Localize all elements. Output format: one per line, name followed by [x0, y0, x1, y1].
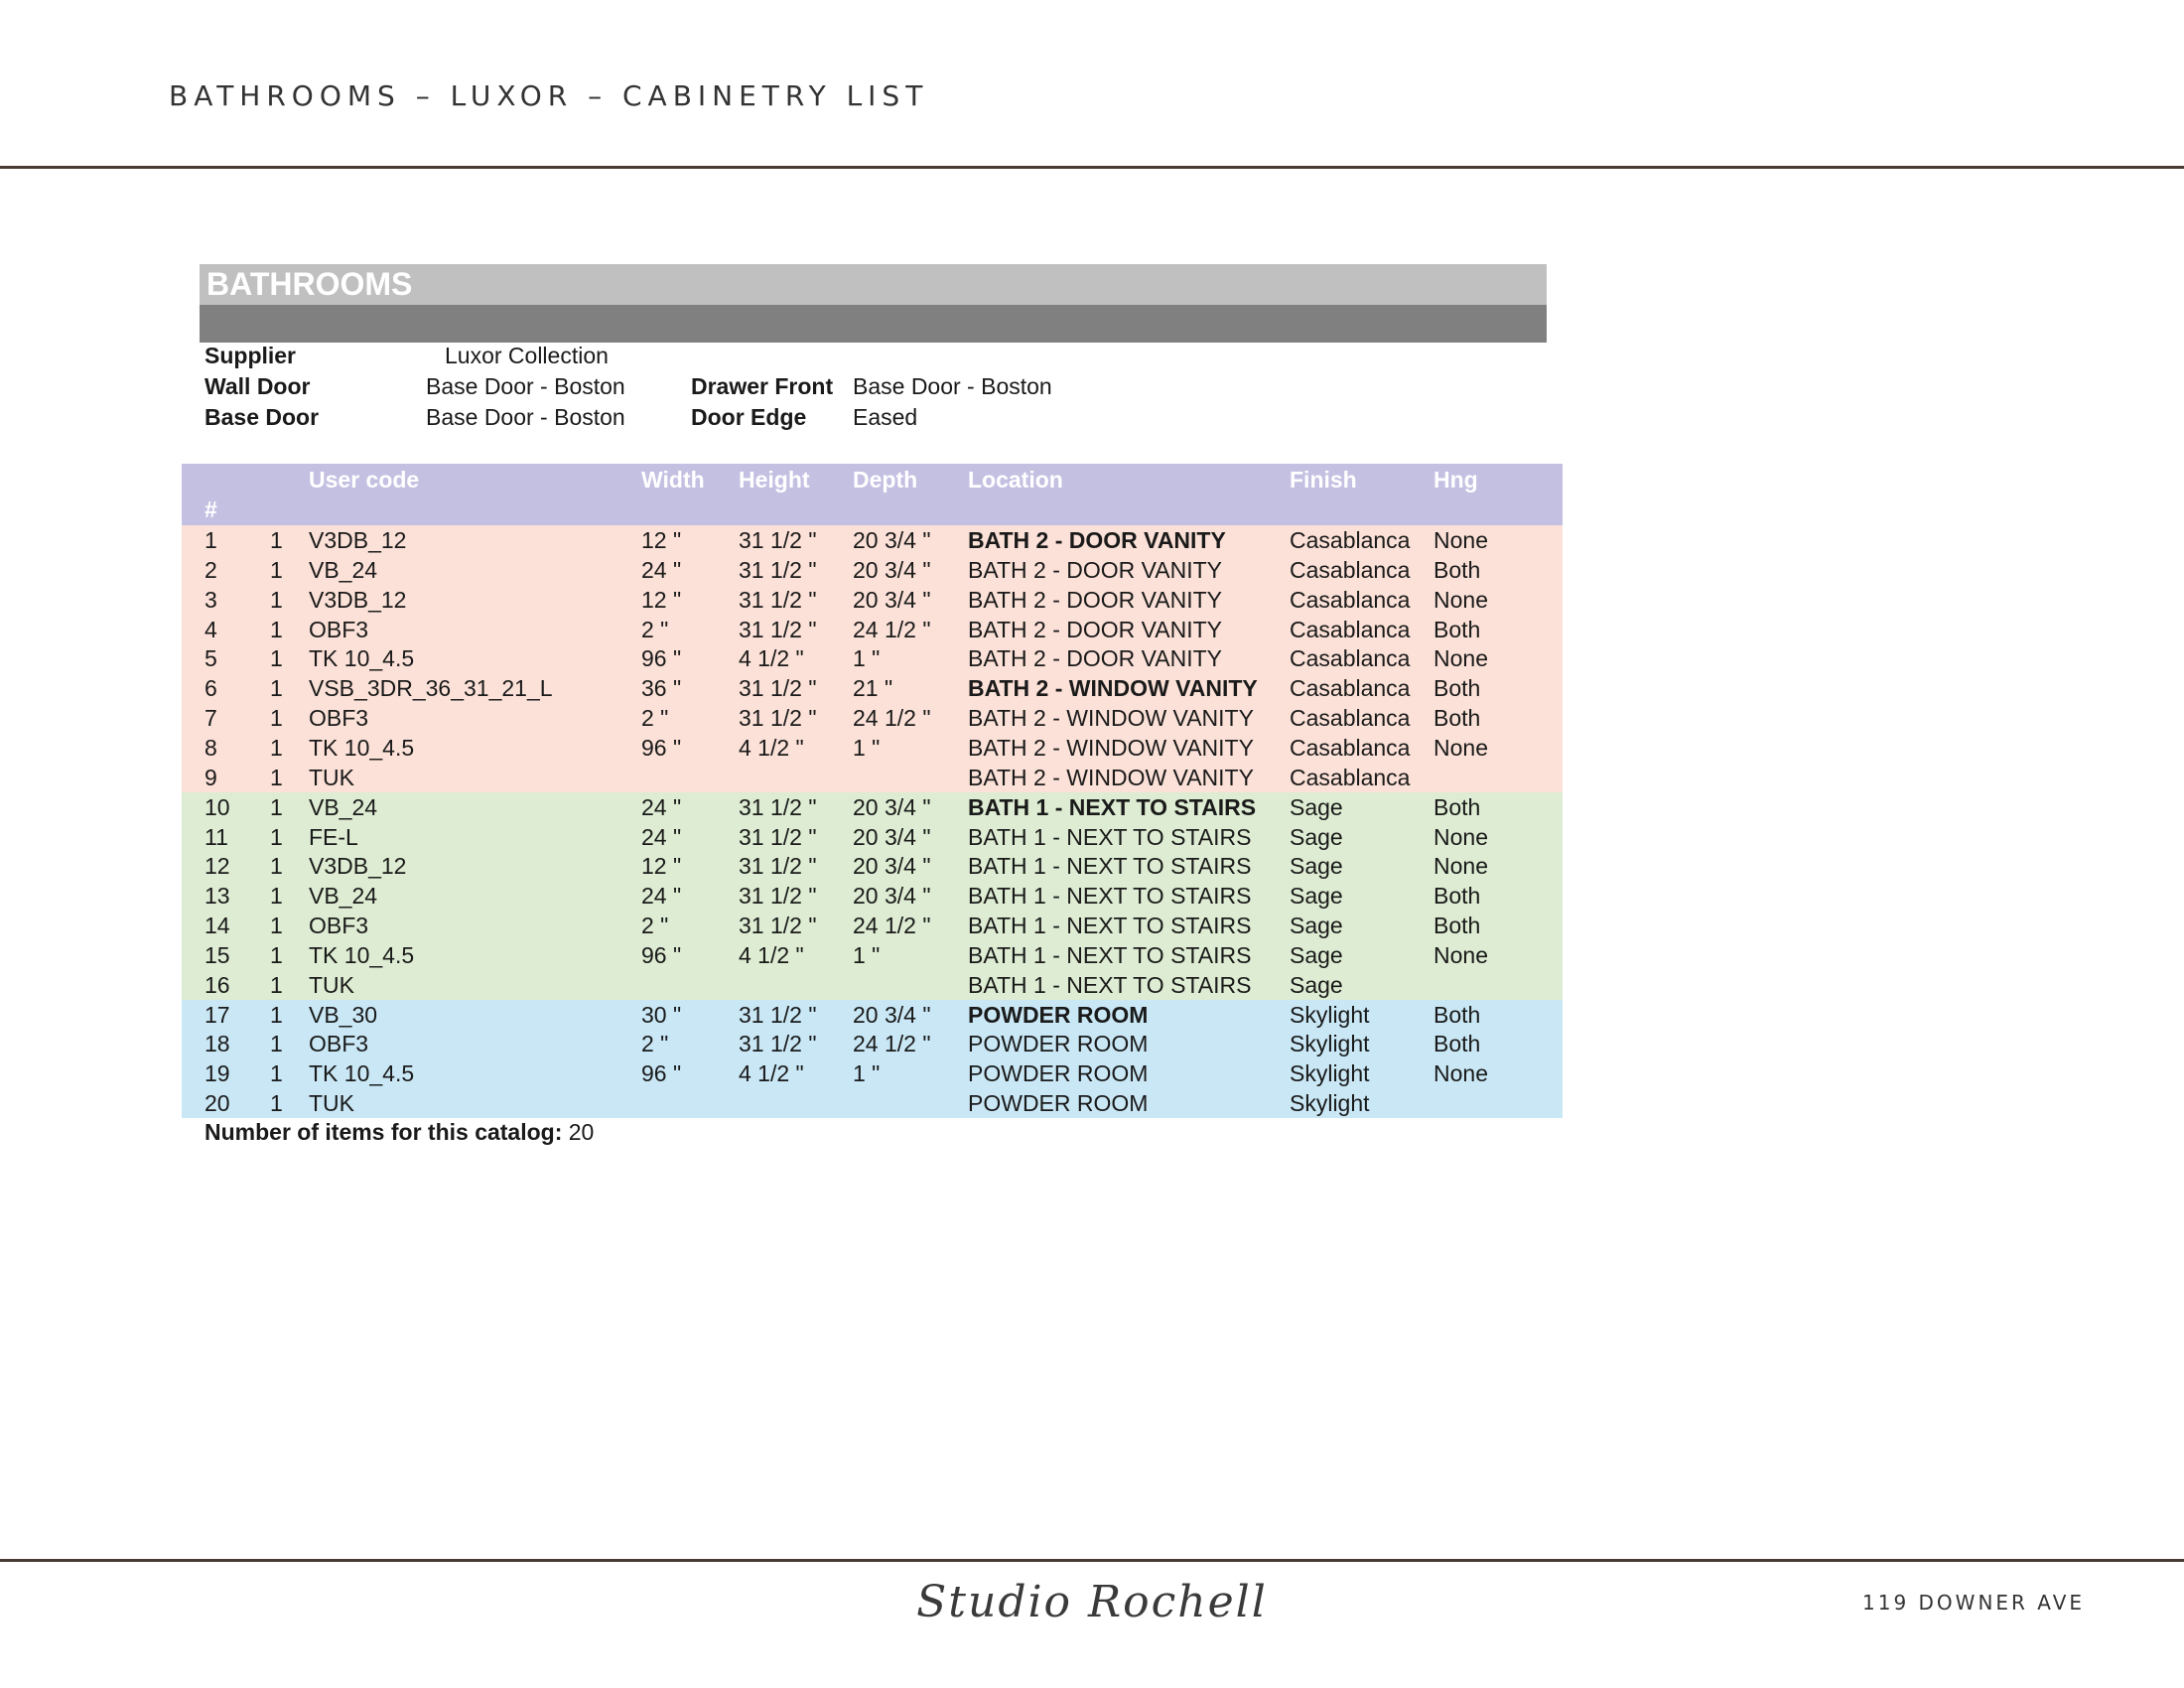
- drawer-front-value: Base Door - Boston: [853, 373, 1052, 399]
- cell-location: POWDER ROOM: [968, 1001, 1149, 1028]
- cell-location: BATH 2 - DOOR VANITY: [968, 645, 1223, 672]
- supplier-value: Luxor Collection: [445, 343, 609, 368]
- cell-location: BATH 1 - NEXT TO STAIRS: [968, 971, 1252, 998]
- cell-quantity: 1: [270, 645, 283, 672]
- cell-depth: 20 3/4 ": [853, 556, 931, 583]
- cell-finish: Casablanca: [1290, 705, 1411, 732]
- cell-depth: 24 1/2 ": [853, 913, 931, 939]
- footer-address: 119 DOWNER AVE: [1862, 1591, 2086, 1615]
- cell-location: BATH 2 - WINDOW VANITY: [968, 675, 1258, 702]
- cell-location: POWDER ROOM: [968, 1060, 1149, 1087]
- cell-number: 15: [205, 941, 230, 968]
- cell-user-code: TUK: [309, 764, 354, 790]
- item-count-summary: [205, 1119, 594, 1146]
- cell-hinge: None: [1433, 586, 1488, 613]
- table-row: [182, 643, 1563, 673]
- cell-depth: 21 ": [853, 675, 893, 702]
- cell-quantity: 1: [270, 1001, 283, 1028]
- cell-finish: Casablanca: [1290, 764, 1411, 790]
- table-row: [182, 1029, 1563, 1058]
- cell-finish: Sage: [1290, 941, 1343, 968]
- table-row: [182, 1058, 1563, 1088]
- cell-hinge: Both: [1433, 1031, 1481, 1057]
- cell-location: BATH 1 - NEXT TO STAIRS: [968, 823, 1252, 850]
- cell-location: BATH 2 - DOOR VANITY: [968, 527, 1226, 553]
- cell-finish: Sage: [1290, 883, 1343, 910]
- cell-user-code: VSB_3DR_36_31_21_L: [309, 675, 553, 702]
- cell-quantity: 1: [270, 913, 283, 939]
- cell-number: 16: [205, 971, 230, 998]
- cell-hinge: None: [1433, 645, 1488, 672]
- column-header-width: Width: [641, 467, 705, 492]
- cell-quantity: 1: [270, 971, 283, 998]
- cell-location: BATH 1 - NEXT TO STAIRS: [968, 941, 1252, 968]
- cell-number: 7: [205, 705, 217, 732]
- cell-user-code: TK 10_4.5: [309, 645, 415, 672]
- cell-finish: Sage: [1290, 793, 1343, 820]
- cell-height: 31 1/2 ": [739, 853, 817, 880]
- cell-location: BATH 1 - NEXT TO STAIRS: [968, 793, 1257, 820]
- cell-quantity: 1: [270, 941, 283, 968]
- wall-door-value: Base Door - Boston: [426, 373, 625, 399]
- cell-quantity: 1: [270, 616, 283, 642]
- cell-height: 31 1/2 ": [739, 616, 817, 642]
- cell-width: 96 ": [641, 734, 682, 761]
- cell-quantity: 1: [270, 527, 283, 553]
- column-header-height: Height: [739, 467, 810, 492]
- table-row: [182, 970, 1563, 1000]
- cell-depth: 1 ": [853, 1060, 881, 1087]
- cell-depth: 20 3/4 ": [853, 793, 931, 820]
- cell-location: POWDER ROOM: [968, 1090, 1149, 1117]
- cell-user-code: TUK: [309, 971, 354, 998]
- cell-quantity: 1: [270, 1060, 283, 1087]
- cell-depth: 1 ": [853, 645, 881, 672]
- cell-width: 24 ": [641, 823, 682, 850]
- cell-depth: 24 1/2 ": [853, 1031, 931, 1057]
- cell-width: 2 ": [641, 705, 669, 732]
- cell-hinge: Both: [1433, 705, 1481, 732]
- cell-number: 9: [205, 764, 217, 790]
- cell-quantity: 1: [270, 853, 283, 880]
- cell-hinge: None: [1433, 527, 1488, 553]
- cell-location: BATH 2 - WINDOW VANITY: [968, 705, 1254, 732]
- cell-depth: 1 ": [853, 941, 881, 968]
- cell-height: 31 1/2 ": [739, 1031, 817, 1057]
- report-title-bar: [200, 305, 1547, 343]
- cell-hinge: Both: [1433, 883, 1481, 910]
- cell-finish: Skylight: [1290, 1090, 1370, 1117]
- cell-hinge: Both: [1433, 793, 1481, 820]
- cell-number: 11: [205, 823, 228, 850]
- cell-width: 2 ": [641, 913, 669, 939]
- cell-quantity: 1: [270, 734, 283, 761]
- cell-height: 4 1/2 ": [739, 1060, 804, 1087]
- table-row: [182, 555, 1563, 585]
- column-header-hng: Hng: [1433, 467, 1478, 492]
- report-title: BATHROOMS: [200, 264, 1547, 305]
- cell-finish: Casablanca: [1290, 734, 1411, 761]
- door-edge-value: Eased: [853, 404, 918, 430]
- cell-finish: Skylight: [1290, 1031, 1370, 1057]
- cell-hinge: None: [1433, 941, 1488, 968]
- cell-finish: Sage: [1290, 913, 1343, 939]
- cell-depth: 20 3/4 ": [853, 527, 931, 553]
- cell-finish: Sage: [1290, 823, 1343, 850]
- cell-user-code: VB_24: [309, 883, 378, 910]
- cell-depth: 1 ": [853, 734, 881, 761]
- cell-user-code: VB_24: [309, 556, 378, 583]
- cell-user-code: TUK: [309, 1090, 354, 1117]
- table-row: [182, 673, 1563, 703]
- cell-number: 18: [205, 1031, 230, 1057]
- cell-width: 2 ": [641, 616, 669, 642]
- cell-depth: 20 3/4 ": [853, 853, 931, 880]
- door-edge-label: Door Edge: [691, 404, 807, 430]
- cell-finish: Casablanca: [1290, 645, 1411, 672]
- column-header-depth: Depth: [853, 467, 918, 492]
- cell-height: 31 1/2 ": [739, 675, 817, 702]
- cell-height: 4 1/2 ": [739, 734, 804, 761]
- table-row: [182, 733, 1563, 763]
- cell-quantity: 1: [270, 556, 283, 583]
- cell-number: 17: [205, 1001, 230, 1028]
- cell-number: 19: [205, 1060, 230, 1087]
- cell-location: BATH 1 - NEXT TO STAIRS: [968, 913, 1252, 939]
- supplier-label: Supplier: [205, 343, 297, 368]
- cell-quantity: 1: [270, 705, 283, 732]
- cell-hinge: Both: [1433, 913, 1481, 939]
- cell-depth: 24 1/2 ": [853, 705, 931, 732]
- cell-hinge: None: [1433, 853, 1488, 880]
- cell-height: 4 1/2 ": [739, 941, 804, 968]
- cell-user-code: VB_24: [309, 793, 378, 820]
- cell-height: 31 1/2 ": [739, 793, 817, 820]
- cell-number: 5: [205, 645, 217, 672]
- cell-user-code: TK 10_4.5: [309, 734, 415, 761]
- cell-finish: Casablanca: [1290, 527, 1411, 553]
- page-header: BATHROOMS – LUXOR – CABINETRY LIST: [169, 79, 929, 112]
- cell-user-code: OBF3: [309, 616, 369, 642]
- cell-number: 10: [205, 793, 230, 820]
- cell-user-code: V3DB_12: [309, 527, 407, 553]
- cell-width: 30 ": [641, 1001, 682, 1028]
- cell-hinge: Both: [1433, 1001, 1481, 1028]
- cell-quantity: 1: [270, 823, 283, 850]
- cell-depth: 20 3/4 ": [853, 1001, 931, 1028]
- cell-user-code: FE-L: [309, 823, 358, 850]
- cell-depth: 20 3/4 ": [853, 883, 931, 910]
- table-row: [182, 615, 1563, 644]
- item-count-label: Number of items for this catalog:: [205, 1119, 563, 1145]
- cell-width: 24 ": [641, 793, 682, 820]
- cell-number: 8: [205, 734, 217, 761]
- footer-brand-logo: Studio Rochell: [916, 1577, 1268, 1627]
- table-row: [182, 1088, 1563, 1118]
- cell-user-code: V3DB_12: [309, 853, 407, 880]
- cell-width: 24 ": [641, 883, 682, 910]
- cell-user-code: TK 10_4.5: [309, 1060, 415, 1087]
- cell-user-code: OBF3: [309, 705, 369, 732]
- cell-width: 96 ": [641, 941, 682, 968]
- cell-quantity: 1: [270, 675, 283, 702]
- wall-door-label: Wall Door: [205, 373, 311, 399]
- cell-location: BATH 1 - NEXT TO STAIRS: [968, 883, 1252, 910]
- cell-width: 36 ": [641, 675, 682, 702]
- column-header-finish: Finish: [1290, 467, 1357, 492]
- cell-user-code: OBF3: [309, 1031, 369, 1057]
- cell-width: 96 ": [641, 645, 682, 672]
- cell-width: 12 ": [641, 853, 682, 880]
- cell-location: BATH 2 - WINDOW VANITY: [968, 764, 1254, 790]
- cell-quantity: 1: [270, 793, 283, 820]
- cell-height: 31 1/2 ": [739, 705, 817, 732]
- base-door-label: Base Door: [205, 404, 320, 430]
- cell-number: 20: [205, 1090, 230, 1117]
- cell-quantity: 1: [270, 586, 283, 613]
- cell-depth: 20 3/4 ": [853, 823, 931, 850]
- base-door-value: Base Door - Boston: [426, 404, 625, 430]
- cell-user-code: VB_30: [309, 1001, 378, 1028]
- cell-width: 12 ": [641, 586, 682, 613]
- table-row: [182, 525, 1563, 555]
- cell-depth: 20 3/4 ": [853, 586, 931, 613]
- cell-hinge: Both: [1433, 675, 1481, 702]
- cell-height: 31 1/2 ": [739, 527, 817, 553]
- cell-number: 6: [205, 675, 217, 702]
- drawer-front-label: Drawer Front: [691, 373, 834, 399]
- column-header-user-code: User code: [309, 467, 420, 492]
- cell-location: POWDER ROOM: [968, 1031, 1149, 1057]
- cell-location: BATH 2 - DOOR VANITY: [968, 556, 1223, 583]
- cell-location: BATH 2 - WINDOW VANITY: [968, 734, 1254, 761]
- cell-hinge: None: [1433, 1060, 1488, 1087]
- cell-height: 31 1/2 ": [739, 913, 817, 939]
- cell-width: 96 ": [641, 1060, 682, 1087]
- cell-finish: Skylight: [1290, 1060, 1370, 1087]
- cell-finish: Casablanca: [1290, 616, 1411, 642]
- cell-width: 2 ": [641, 1031, 669, 1057]
- cell-quantity: 1: [270, 883, 283, 910]
- cell-hinge: Both: [1433, 616, 1481, 642]
- cell-finish: Skylight: [1290, 1001, 1370, 1028]
- cell-quantity: 1: [270, 1031, 283, 1057]
- cell-location: BATH 2 - DOOR VANITY: [968, 586, 1223, 613]
- cell-quantity: 1: [270, 1090, 283, 1117]
- table-row: [182, 940, 1563, 970]
- cell-number: 4: [205, 616, 217, 642]
- cell-hinge: None: [1433, 823, 1488, 850]
- cell-number: 3: [205, 586, 217, 613]
- cell-number: 14: [205, 913, 230, 939]
- cell-hinge: None: [1433, 734, 1488, 761]
- cell-number: 1: [205, 527, 217, 553]
- cell-location: BATH 2 - DOOR VANITY: [968, 616, 1223, 642]
- cell-height: 31 1/2 ": [739, 586, 817, 613]
- cell-finish: Casablanca: [1290, 556, 1411, 583]
- cell-width: 12 ": [641, 527, 682, 553]
- cell-depth: 24 1/2 ": [853, 616, 931, 642]
- cell-location: BATH 1 - NEXT TO STAIRS: [968, 853, 1252, 880]
- table-row: [182, 792, 1563, 822]
- cell-height: 31 1/2 ": [739, 883, 817, 910]
- table-row: [182, 851, 1563, 881]
- cell-user-code: TK 10_4.5: [309, 941, 415, 968]
- footer-rule: [0, 1559, 2184, 1562]
- cell-number: 12: [205, 853, 230, 880]
- table-row: [182, 585, 1563, 615]
- table-row: [182, 763, 1563, 792]
- cell-user-code: V3DB_12: [309, 586, 407, 613]
- cell-number: 2: [205, 556, 217, 583]
- table-row: [182, 881, 1563, 911]
- table-row: [182, 911, 1563, 940]
- column-header-number: #: [205, 496, 217, 522]
- item-count-value: 20: [568, 1119, 595, 1145]
- table-row: [182, 703, 1563, 733]
- cell-finish: Sage: [1290, 853, 1343, 880]
- cell-user-code: OBF3: [309, 913, 369, 939]
- cell-width: 24 ": [641, 556, 682, 583]
- cell-height: 31 1/2 ": [739, 823, 817, 850]
- cell-number: 13: [205, 883, 230, 910]
- cell-height: 4 1/2 ": [739, 645, 804, 672]
- cell-quantity: 1: [270, 764, 283, 790]
- table-row: [182, 1000, 1563, 1030]
- cell-height: 31 1/2 ": [739, 556, 817, 583]
- cell-finish: Casablanca: [1290, 675, 1411, 702]
- cell-finish: Sage: [1290, 971, 1343, 998]
- cell-height: 31 1/2 ": [739, 1001, 817, 1028]
- table-row: [182, 822, 1563, 852]
- header-rule: [0, 166, 2184, 169]
- column-header-location: Location: [968, 467, 1063, 492]
- cell-hinge: Both: [1433, 556, 1481, 583]
- cell-finish: Casablanca: [1290, 586, 1411, 613]
